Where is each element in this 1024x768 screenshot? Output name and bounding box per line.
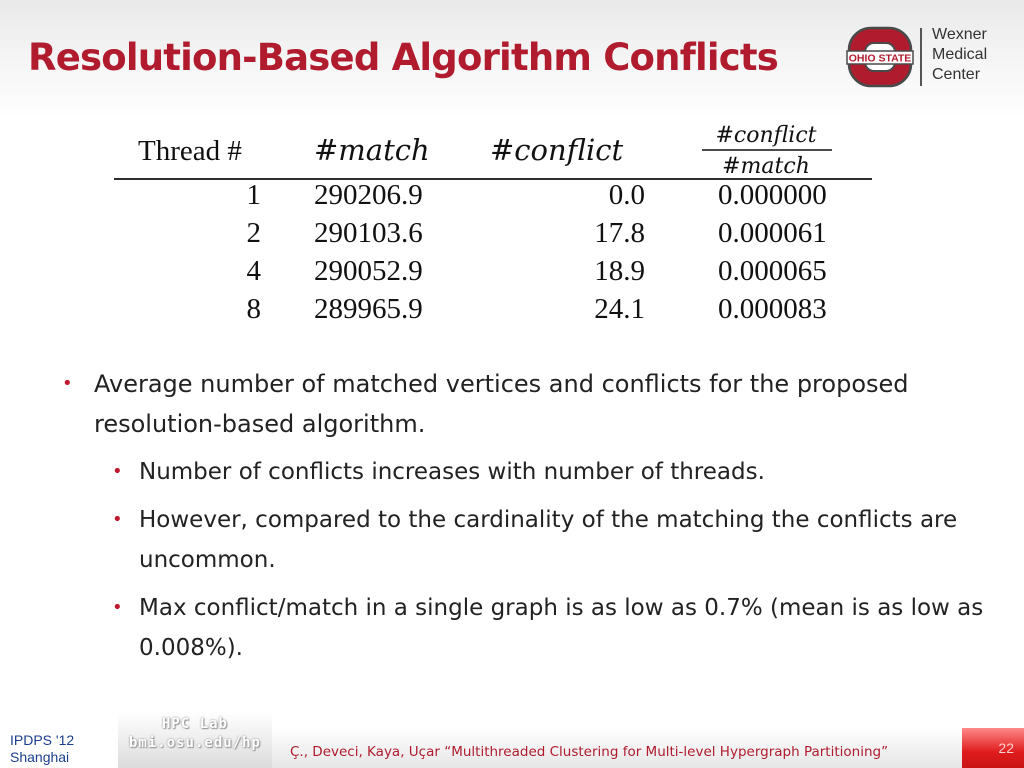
cell-match-4: 289965.9 [314,293,423,325]
logo-divider [920,28,922,86]
bullet-sub-2 [60,500,990,580]
header-match: #match [314,133,430,167]
logo-text [932,25,987,85]
cell-conflict-2: 17.8 [594,217,645,249]
bullet-dot-icon: • [112,597,123,618]
cell-match-2: 290103.6 [314,217,423,249]
conference-line-2: Shanghai [10,749,70,765]
header-conflict: #conflict [490,133,624,167]
header-ratio-numerator: #conflict [715,123,817,148]
page-number: 22 [998,740,1014,756]
bullet-sub-3 [60,588,990,668]
bullet-sub-1 [60,452,990,492]
bullet-dot-icon: • [112,509,123,530]
bullet-dot-icon: • [62,373,73,394]
logo-line-wexner: Wexner [932,26,987,43]
footer-citation: Ç., Deveci, Kaya, Uçar “Multithreaded Clustering for Multi-level Hypergraph Partitioning” [290,744,889,760]
results-table [86,118,886,332]
cell-thread-1: 1 [246,179,261,211]
bullet-main [60,364,990,444]
cell-ratio-1: 0.000000 [718,179,827,211]
logo-line-center: Center [932,66,981,83]
logo-wordmark: OHIO STATE [848,52,912,65]
logo-line-medical: Medical [932,46,988,63]
cell-conflict-3: 18.9 [594,255,645,287]
footer [0,712,1024,768]
cell-match-3: 290052.9 [314,255,423,287]
bullet-main-text: Average number of matched vertices and conflicts for the proposed resolution-based algorithm. [94,370,909,438]
cell-thread-2: 2 [246,217,261,249]
bullet-dot-icon: • [112,461,123,482]
cell-thread-3: 4 [246,255,261,287]
cell-ratio-2: 0.000061 [718,217,827,249]
footer-conference [0,728,118,768]
bullet-list [60,364,990,668]
bullet-sub-2-text: However, compared to the cardinality of the matching the conflicts are uncommon. [139,507,958,573]
footer-page-block [962,728,1024,768]
cell-conflict-4: 24.1 [594,293,645,325]
osu-wexner-logo [846,24,1016,94]
cell-conflict-1: 0.0 [608,179,645,211]
cell-ratio-4: 0.000083 [718,293,827,325]
lab-title: HPC Lab [161,716,228,732]
slide-title: Resolution-Based Algorithm Conflicts [28,36,779,79]
ohio-state-block-o-icon [846,26,914,88]
cell-thread-4: 8 [246,293,261,325]
lab-url: bmi.osu.edu/hp [128,735,261,751]
cell-ratio-3: 0.000065 [718,255,827,287]
footer-citation-bar [272,728,962,768]
results-table-svg [86,118,886,332]
cell-match-1: 290206.9 [314,179,423,211]
footer-lab-badge [118,712,272,768]
header-ratio-denominator: #match [722,154,810,179]
bullet-sub-3-text: Max conflict/match in a single graph is as low as 0.7% (mean is as low as 0.008%). [139,595,984,661]
bullet-sub-1-text: Number of conflicts increases with number of threads. [139,459,765,485]
conference-line-1: IPDPS '12 [10,732,75,748]
header-thread: Thread # [138,135,242,167]
